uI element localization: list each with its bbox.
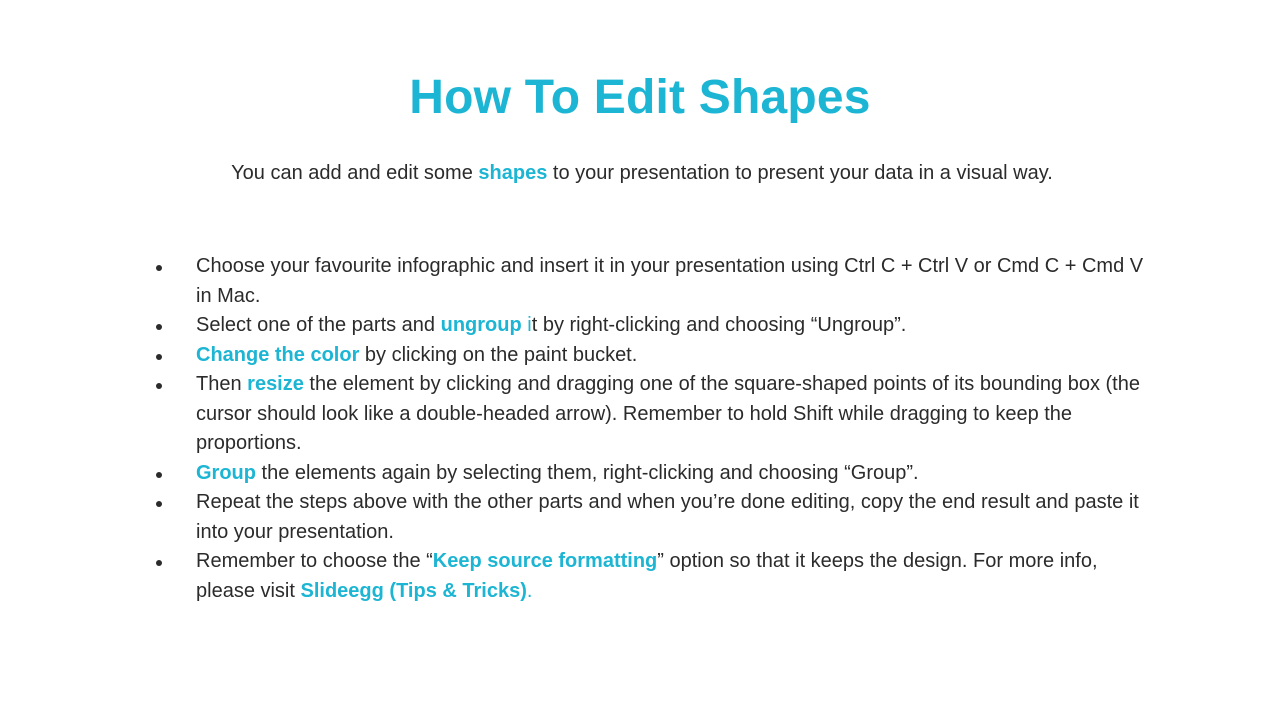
instruction-item-2: [150, 311, 1150, 341]
instruction-text: by clicking on the paint bucket.: [359, 343, 638, 366]
instruction-text-accent: i: [527, 314, 532, 336]
intro-highlight-shapes: shapes: [478, 162, 548, 184]
instruction-item-3: [150, 341, 1150, 371]
instruction-item-4: [150, 370, 1150, 459]
instruction-item-6: [150, 488, 1150, 547]
bullet-icon: [156, 501, 162, 507]
intro-text-start: You can add and edit some: [231, 162, 479, 184]
bullet-icon: [156, 383, 162, 389]
instruction-text: Choose your favourite infographic and insert it in your presentation using Ctrl C + Ctrl V or Cmd C + Cmd V in Mac.: [196, 255, 1144, 307]
highlight-keep-source-formatting: Keep source formatting: [432, 550, 658, 572]
instruction-list: [150, 252, 1150, 606]
instruction-text: Remember to choose the “: [196, 550, 433, 572]
instruction-text: Select one of the parts and: [196, 314, 441, 336]
bullet-icon: [156, 265, 162, 271]
slideegg-tips-link[interactable]: Slideegg (Tips & Tricks): [300, 579, 527, 602]
highlight-resize: resize: [247, 373, 304, 395]
bullet-icon: [156, 560, 162, 566]
slide-title: How To Edit Shapes: [409, 71, 871, 124]
intro-text: [0, 158, 1280, 188]
instruction-text-accent: .: [526, 579, 533, 602]
bullet-icon: [156, 472, 162, 478]
intro-text-end: to your presentation to present your data in a visual way.: [547, 162, 1053, 184]
instruction-text: the element by clicking and dragging one of the square-shaped points of its bounding box (the cursor should look like a double-headed arrow). Remember to hold Shift while dragging to keep the proportions.: [196, 373, 1140, 454]
instruction-item-1: [150, 252, 1150, 311]
instruction-text: ” option so that it keeps the design. For more info, please visit: [196, 550, 1098, 602]
instruction-text: Then: [196, 373, 248, 395]
highlight-group: Group: [196, 461, 256, 484]
instruction-text: the elements again by selecting them, right-clicking and choosing “Group”.: [256, 461, 919, 484]
bullet-icon: [156, 354, 162, 360]
instruction-text: Repeat the steps above with the other parts and when you’re done editing, copy the end result and paste it into your presentation.: [196, 491, 1139, 543]
instruction-item-7: [150, 547, 1150, 606]
instruction-item-5: [150, 459, 1150, 489]
bullet-icon: [156, 324, 162, 330]
instruction-text: t by right-clicking and choosing “Ungroup”.: [531, 314, 907, 336]
highlight-change-the-color: Change the color: [196, 343, 360, 366]
highlight-ungroup: ungroup: [440, 314, 528, 336]
